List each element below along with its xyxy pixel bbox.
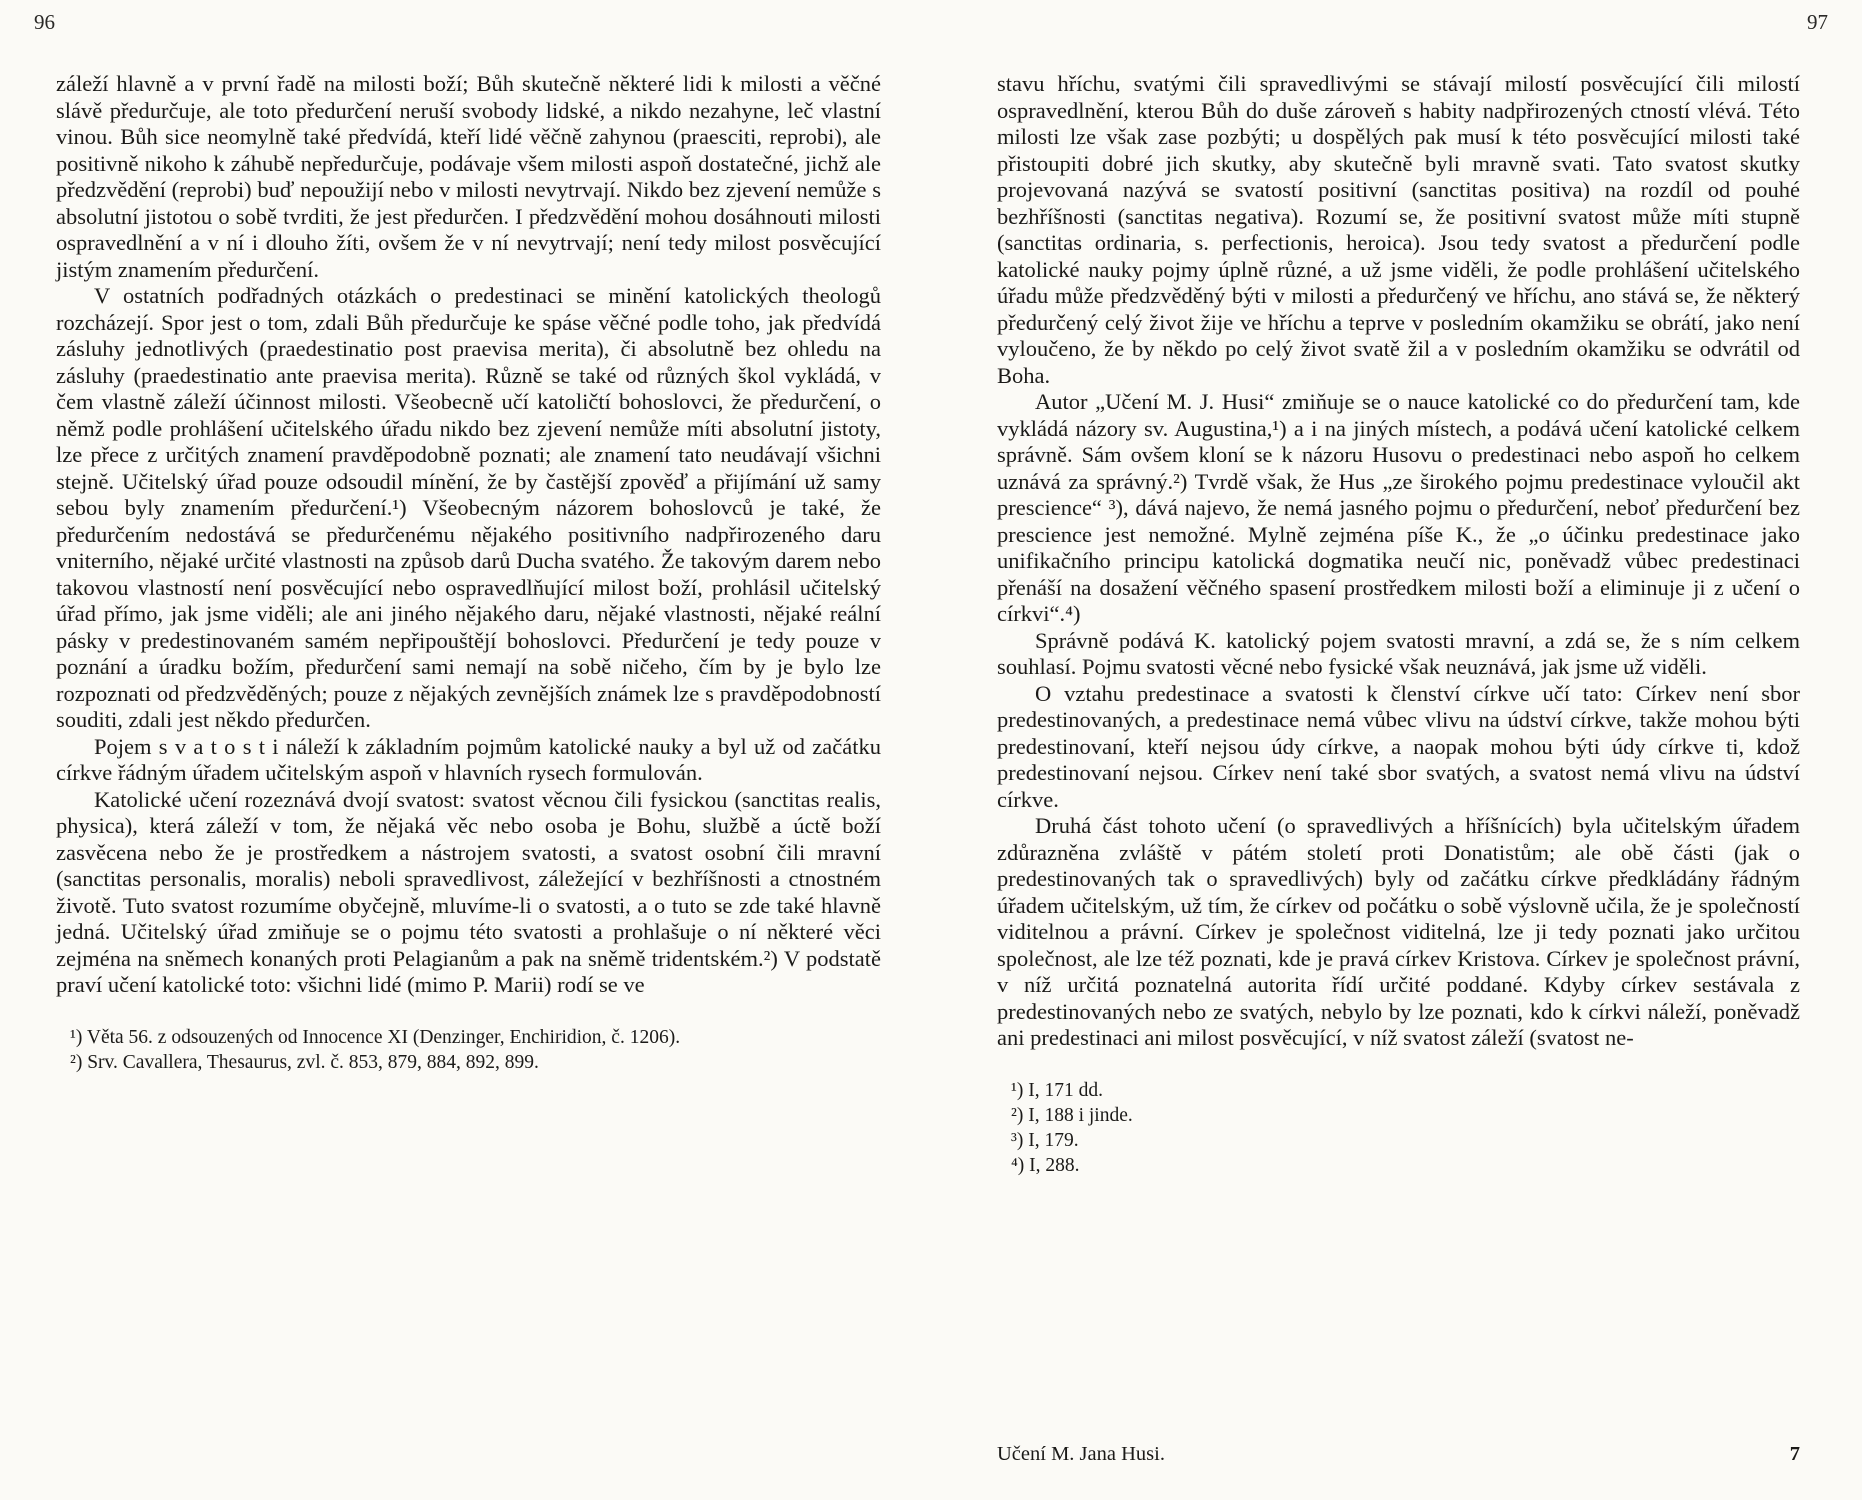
- paragraph: Katolické učení rozeznává dvojí svatost: svatost věcnou čili fysickou (sanctitas realis, physica), která záleží v tom, že nějaká věc nebo osoba je Bohu, službě a úctě boží zasvěcena nebo že je prostředkem a nástrojem svatosti, a svatost osobní čili mravní (sanctitas personalis, moralis) neboli spravedlivost, záležející v bezhříšnosti a ctnostném životě. Tuto svatost rozumíme obyčejně, mluvíme-li o svatosti, a o tuto se zde také hlavně jedná. Učitelský úřad zmiňuje se o pojmu této svatosti a prohlašuje o ní některé věci zejména na sněmech konaných proti Pelagianům a pak na sněmě tridentském.²) V podstatě praví učení katolické toto: všichni lidé (mimo P. Marii) rodí se ve: [56, 786, 881, 997]
- page-97: [931, 0, 1862, 1500]
- running-footer: [997, 1443, 1800, 1466]
- footnote: ¹) I, 171 dd.: [1011, 1079, 1103, 1101]
- page-number-right: 97: [1807, 10, 1828, 34]
- paragraph: záleží hlavně a v první řadě na milosti boží; Bůh skutečně některé lidi k milosti a věčné slávě předurčuje, ale toto předurčení neruší svobody lidské, a nikdo nezahyne, leč vlastní vinou. Bůh sice neomylně také předvídá, kteří lidé věčně zahynou (praesciti, reprobi), ale positivně nikoho k záhubě nepředurčuje, podávaje všem milosti aspoň dostatečné, jichž ale předzvědění (reprobi) buď nepoužijí nebo v milosti nevytrvají. Nikdo bez zjevení nemůže s absolutní jistotou o sobě tvrditi, že jest předurčen. I předzvědění mohou dosáhnouti milosti ospravedlnění a v ní i dlouho žíti, ovšem že v ní nevytrvají; není tedy milost posvěcující jistým znamením předurčení.: [56, 71, 881, 282]
- footer-title: Učení M. Jana Husi.: [997, 1443, 1165, 1465]
- paragraph: V ostatních podřadných otázkách o predestinaci se minění katolických theologů rozcházejí. Spor jest o tom, zdali Bůh předurčuje ke spáse věčné podle toho, jak předvídá zásluhy jednotlivých (praedestinatio post praevisa merita), či absolutně bez ohledu na zásluhy (praedestinatio ante praevisa merita). Různě se také od různých škol vykládá, v čem vlastně záleží účinnost milosti. Všeobecně učí katoličtí bohoslovci, že předurčení, o němž podle prohlášení učitelského úřadu nikdo bez zjevení nemůže míti absolutní jistoty, lze přece z určitých znamení pravděpodobně poznati; ale znamení tato neudávají všichni stejně. Učitelský úřad pouze odsoudil mínění, že by častější zpověď a přijímání už samy sebou byly znamením předurčení.¹) Všeobecným názorem bohoslovců je také, že předurčením nedostává se předurčenému nějakého positivního nadpřirozeného daru vniterního, nějaké určité vlastnosti na způsob darů Ducha svatého. Že takovým darem nebo takovou vlastností není posvěcující nebo ospravedlňující milost boží, prohlásil učitelský úřad přímo, jak jsme viděli; ale ani jiného nějakého daru, nějaké vlastnosti, nějaké reální pásky v predestinovaném samém nepřipouštějí bohoslovci. Předurčení je tedy pouze v poznání a úradku božím, předurčení sami nemají na sobě ničeho, čím by je bylo lze rozpoznati od předzvěděných; pouze z nějakých zevnějších známek lze s pravděpodobností souditi, zdali jest někdo předurčen.: [56, 283, 881, 732]
- footnote: ²) Srv. Cavallera, Thesaurus, zvl. č. 853, 879, 884, 892, 899.: [70, 1051, 539, 1073]
- paragraph: Autor „Učení M. J. Husi“ zmiňuje se o nauce katolické co do předurčení tam, kde vykládá názory sv. Augustina,¹) a i na jiných místech, a podává učení katolické celkem správně. Sám ovšem kloní se k názoru Husovu o predestinaci nebo aspoň ho celkem uznává za správný.²) Tvrdě však, že Hus „ze širokého pojmu predestinace vyloučil akt prescience“ ³), dává najevo, že nemá jasného pojmu o předurčení, neboť předurčení bez prescience jest nemožné. Mylně zejména píše K., že „o účinku predestinace jako unifikačního principu katolická dogmatika neučí nic, poněvadž vůbec predestinaci přenáší na dosažení věčného spasení prostředkem milosti boží a eliminuje ji z učení o církvi“.⁴): [997, 389, 1800, 626]
- footnote: ⁴) I, 288.: [1011, 1154, 1080, 1176]
- footnote: ¹) Věta 56. z odsouzených od Innocence XI (Denzinger, Enchiridion, č. 1206).: [70, 1026, 681, 1048]
- paragraph: O vztahu predestinace a svatosti k členství církve učí tato: Církev není sbor predestinovaných, a predestinace nemá vůbec vlivu na údství církve, takže mohou býti predestinovaní, kteří nejsou údy církve, a naopak mohou býti údy církve ti, kdož predestinovaní nejsou. Církev není také sbor svatých, a svatost nemá vlivu na údství církve.: [997, 680, 1800, 812]
- footnotes-right: [997, 1078, 1800, 1178]
- paragraph: stavu hříchu, svatými čili spravedlivými se stávají milostí posvěcující čili milostí ospravedlnění, kterou Bůh do duše zároveň s habity nadpřirozených ctností vlévá. Této milosti lze však zase pozbýti; u dospělých pak musí k této posvěcující milosti také přistoupiti dobré jich skutky, aby skutečně byli mravně svati. Tato svatost skutky projevovaná nazývá se svatostí positivní (sanctitas positiva) na rozdíl od pouhé bezhříšnosti (sanctitas negativa). Rozumí se, že positivní svatost může míti stupně (sanctitas ordinaria, s. perfectionis, heroica). Jsou tedy svatost a předurčení podle katolické nauky pojmy úplně různé, a už jsme viděli, že podle prohlášení učitelského úřadu může předzvěděný býti v milosti a předurčený ve hříchu, ano stává se, že některý předurčený celý život žije ve hříchu a teprve v posledním okamžiku se obrátí, jako není vyloučeno, že by někdo po celý život svatě žil a v posledním okamžiku se odvrátil od Boha.: [997, 71, 1800, 388]
- page-number-left: 96: [34, 10, 55, 34]
- page-97-body: [997, 71, 1800, 1052]
- paragraph: Pojem s v a t o s t i náleží k základním pojmům katolické nauky a byl už od začátku církve řádným úřadem učitelským aspoň v hlavních rysech formulován.: [56, 733, 881, 785]
- signature-mark: 7: [1789, 1443, 1800, 1465]
- paragraph: Druhá část tohoto učení (o spravedlivých a hříšnících) byla učitelským úřadem zdůrazněna zvláště v pátém století proti Donatistům; ale obě části (jak o predestinovaných tak o spravedlivých) byly od začátku církve předkládány řádným úřadem učitelským, už tím, že církev od počátku o sobě výslovně učila, že je společností viditelnou a právní. Církev je společnost viditelná, lze ji tedy poznati jako určitou společnost, ale lze též poznati, kde je pravá církev Kristova. Církev je společnost právní, v níž určitá poznatelná autorita řídí určité poddané. Kdyby církev sestávala z predestinovaných nebo ze svatých, nebylo by lze poznati, kdo k církvi náleží, poněvadž ani predestinaci ani milost posvěcující, v níž svatost záleží (svatost ne-: [997, 813, 1800, 1050]
- paragraph: Správně podává K. katolický pojem svatosti mravní, a zdá se, že s ním celkem souhlasí. Pojmu svatosti věcné nebo fysické však neuznává, jak jsme už viděli.: [997, 627, 1800, 679]
- footnotes-left: [56, 1025, 881, 1075]
- page-96-body: [56, 71, 881, 999]
- footnote: ³) I, 179.: [1011, 1129, 1079, 1151]
- footnote: ²) I, 188 i jinde.: [1011, 1104, 1133, 1126]
